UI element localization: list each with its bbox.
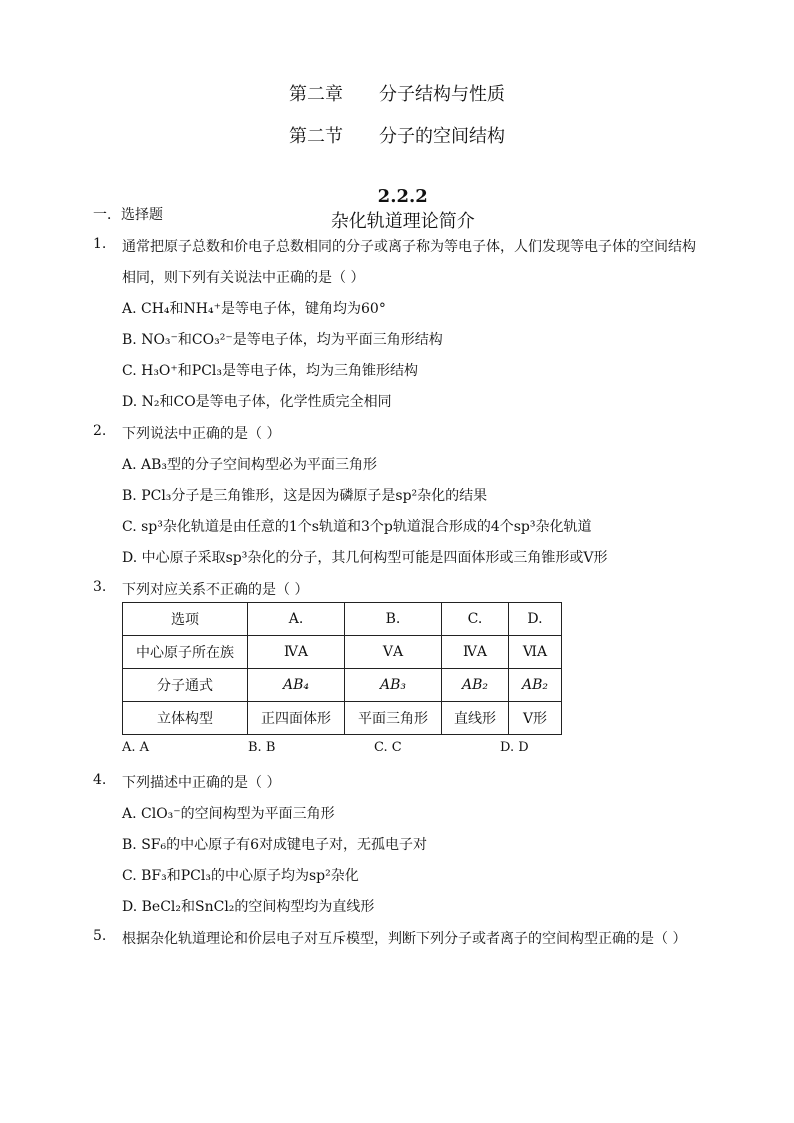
option-b: B. PCl₃分子是三角锥形，这是因为磷原子是sp²杂化的结果 (122, 488, 488, 504)
table-cell: V形 (509, 702, 562, 735)
table-cell: AB₄ (248, 669, 345, 702)
question-number: 3. (93, 579, 107, 595)
section-label: 一．选择题 (93, 207, 163, 223)
option-d: D. BeCl₂和SnCl₂的空间构型均为直线形 (122, 899, 375, 915)
chapter-title: 第二章 分子结构与性质 (289, 84, 505, 105)
option-d: D. 中心原子采取sp³杂化的分子，其几何构型可能是四面体形或三角锥形或V形 (122, 550, 608, 566)
table-row (123, 636, 562, 669)
option-a: A. AB₃型的分子空间构型必为平面三角形 (122, 457, 378, 473)
table-cell: AB₃ (345, 669, 442, 702)
question-stem-continued: 相同，则下列有关说法中正确的是（ ） (122, 270, 365, 286)
answer-choice-b: B. B (248, 740, 276, 755)
question-stem: 通常把原子总数和价电子总数相同的分子或离子称为等电子体，人们发现等电子体的空间结构 (122, 239, 696, 255)
table-cell: 中心原子所在族 (123, 636, 248, 669)
table-cell: ⅤA (345, 636, 442, 669)
table-row (123, 669, 562, 702)
answer-choice-d: D. D (500, 740, 529, 755)
option-a: A. ClO₃⁻的空间构型为平面三角形 (122, 806, 335, 822)
table-cell: A. (248, 603, 345, 636)
table-cell: 直线形 (442, 702, 509, 735)
option-c: C. H₃O⁺和PCl₃是等电子体，均为三角锥形结构 (122, 363, 419, 379)
question-number: 4. (93, 772, 107, 788)
table-cell: ⅣA (248, 636, 345, 669)
table-cell: 选项 (123, 603, 248, 636)
table-cell: 正四面体形 (248, 702, 345, 735)
option-b: B. SF₆的中心原子有6对成键电子对，无孤电子对 (122, 837, 428, 853)
table-cell: ⅥA (509, 636, 562, 669)
question-stem: 下列说法中正确的是（ ） (122, 426, 281, 442)
table-cell: B. (345, 603, 442, 636)
question-stem: 根据杂化轨道理论和价层电子对互斥模型，判断下列分子或者离子的空间构型正确的是（ ） (122, 931, 687, 947)
table-cell: 分子通式 (123, 669, 248, 702)
answer-choice-a: A. A (122, 740, 150, 755)
option-c: C. sp³杂化轨道是由任意的1个s轨道和3个p轨道混合形成的4个sp³杂化轨道 (122, 519, 592, 535)
table-cell: C. (442, 603, 509, 636)
lesson-number: 2.2.2 (377, 186, 428, 207)
table-cell: D. (509, 603, 562, 636)
section-title: 第二节 分子的空间结构 (289, 126, 505, 147)
question-stem: 下列对应关系不正确的是（ ） (122, 582, 309, 598)
lesson-name: 杂化轨道理论简介 (330, 211, 475, 232)
question-number: 1. (93, 236, 107, 252)
table-cell: AB₂ (509, 669, 562, 702)
question-number: 2. (93, 423, 107, 439)
question-stem: 下列描述中正确的是（ ） (122, 775, 281, 791)
table-row (123, 702, 562, 735)
option-c: C. BF₃和PCl₃的中心原子均为sp²杂化 (122, 868, 359, 884)
table-cell: AB₂ (442, 669, 509, 702)
table-cell: 平面三角形 (345, 702, 442, 735)
option-b: B. NO₃⁻和CO₃²⁻是等电子体，均为平面三角形结构 (122, 332, 443, 348)
table-cell: 立体构型 (123, 702, 248, 735)
comparison-table (122, 602, 562, 735)
table-cell: ⅣA (442, 636, 509, 669)
answer-choice-c: C. C (374, 740, 402, 755)
option-a: A. CH₄和NH₄⁺是等电子体，键角均为60° (122, 301, 386, 317)
question-number: 5. (93, 928, 107, 944)
table-row (123, 603, 562, 636)
option-d: D. N₂和CO是等电子体，化学性质完全相同 (122, 394, 392, 410)
